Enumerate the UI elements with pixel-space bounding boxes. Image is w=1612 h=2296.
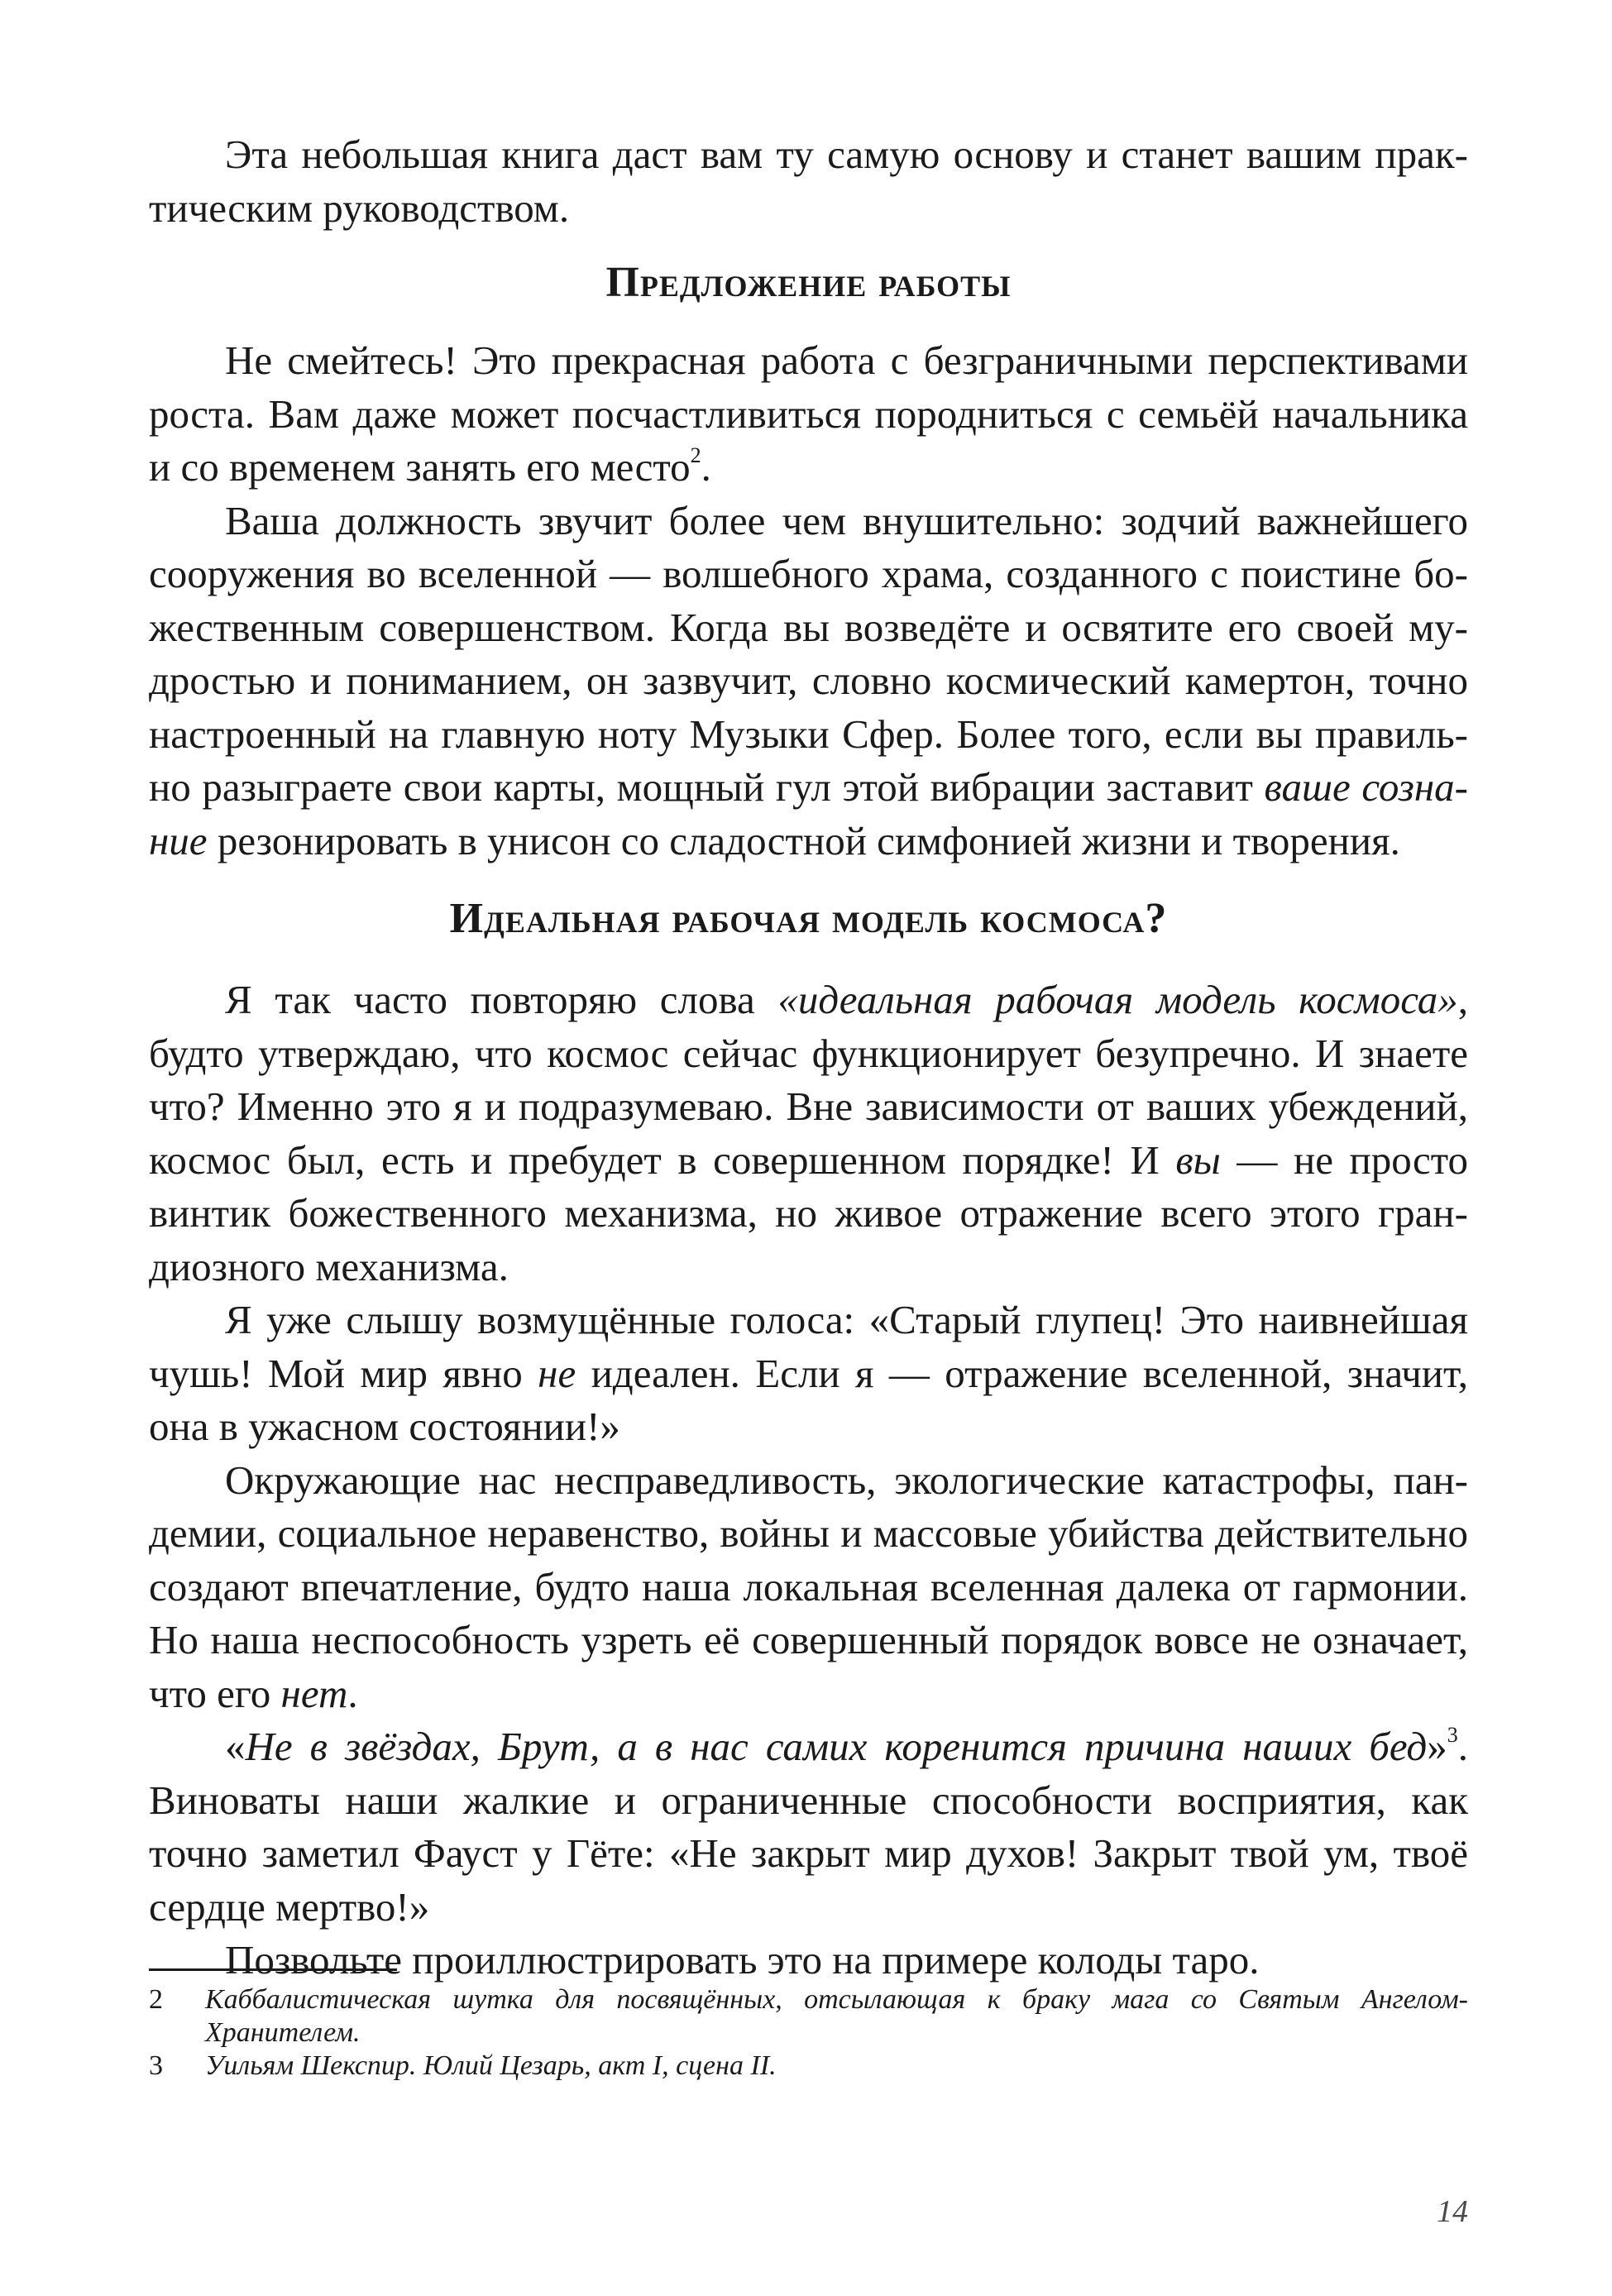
emphasis: вы [1175,1136,1221,1183]
footnote-2 [149,1983,1468,2050]
footnotes [149,1983,1468,2083]
footnote-3 [149,2050,1468,2083]
footnote-text: Каббалистическая шутка для посвящённых, отсылающая к браку мага со Святым Ангелом-Хранителем. [205,1984,1468,2048]
emphasis: нет [280,1670,348,1716]
text-run: , будто утверждаю, что космос сейчас функционирует безупречно. И знаете что? Именно это я и подразумеваю. Вне зависимости от ваших убеждений, космос был, есть и пребудет в совершенном порядке! И [149,977,1468,1183]
emphasis: Не в звёздах, Брут, а в нас самих коренится причина наших бед [245,1724,1428,1769]
main-text [149,128,1468,1987]
text-run: Я уже слышу возмущённые голоса: «Старый глупец! Это наивнейшая чушь! Мой мир явно [149,1297,1468,1396]
paragraph-position [149,495,1468,868]
emphasis: ваше сознание [149,764,1468,863]
text-run: Ваша должность звучит более чем внушительно: зодчий важнейшего сооружения во вселенной — волшебного храма, созданного с поистине божественным совершенством. Когда вы возведёте и освятите его своей мудростью и пониманием, он зазвучит, словно космический камертон, точно настроенный на главную ноту Музыки Сфер. Более того, если вы правильно разыграете свои карты, мощный гул этой вибрации заставит [149,497,1468,810]
text-run: Эта небольшая книга даст вам ту самую основу и станет вашим практическим руководством. [149,132,1468,231]
text-run: . Виноваты наши жалкие и ограниченные способности восприятия, как точно заметил Фауст у Гёте: «Не закрыт мир духов! Закрыт твой ум, твоё сердце мертво!» [149,1724,1468,1930]
text-run: Позвольте проиллюстрировать это на примере колоды таро. [225,1937,1260,1983]
paragraph-quote [149,1720,1468,1934]
paragraph-injustice [149,1454,1468,1721]
text-run: « [225,1724,246,1769]
text-run: Не смейтесь! Это прекрасная работа с безграничными перспективами роста. Вам даже может посчастливиться породниться с семьёй начальника и со временем занять его место [149,337,1468,490]
paragraph-job-offer [149,334,1468,495]
footnote-ref-2: 2 [690,443,701,467]
text-run: идеален. Если я — отражение вселенной, значит, она в ужасном состоянии!» [149,1350,1468,1449]
footnote-number: 2 [149,1984,163,2015]
footnote-number: 3 [149,2050,163,2081]
section-heading-ideal-model: Идеальная рабочая модель космоса? [449,895,1168,942]
paragraph-intro [149,128,1468,235]
page-number: 14 [1437,2194,1468,2229]
paragraph-voices [149,1294,1468,1454]
text-run: Окружающие нас несправедливость, экологические катастрофы, пандемии, социальное неравенство, войны и массовые убийства действительно создают впечатление, будто наша локальная вселенная далека от гармонии. Но наша неспособность узреть её совершенный порядок вовсе не означает, что его [149,1457,1468,1716]
emphasis: «идеальная рабочая модель космоса» [777,977,1458,1022]
paragraph-tarot [149,1934,1468,1987]
text-run: Я так часто повторяю слова [225,977,778,1022]
text-run: — не просто винтик божественного механизма, но живое отражение всего этого грандиозного механизма. [149,1136,1468,1289]
footnote-divider [149,1968,397,1971]
text-run: резонировать в унисон со сладостной симфонией жизни и творения. [207,817,1400,863]
text-run: . [701,444,711,490]
paragraph-ideal-model [149,973,1468,1294]
footnote-text: Уильям Шекспир. Юлий Цезарь, акт I, сцена II. [205,2050,777,2081]
emphasis: не [538,1350,576,1396]
text-run: . [347,1670,358,1716]
section-heading-job-offer: Предложение работы [605,259,1012,306]
text-run: » [1427,1724,1447,1769]
footnote-ref-3: 3 [1447,1723,1458,1747]
